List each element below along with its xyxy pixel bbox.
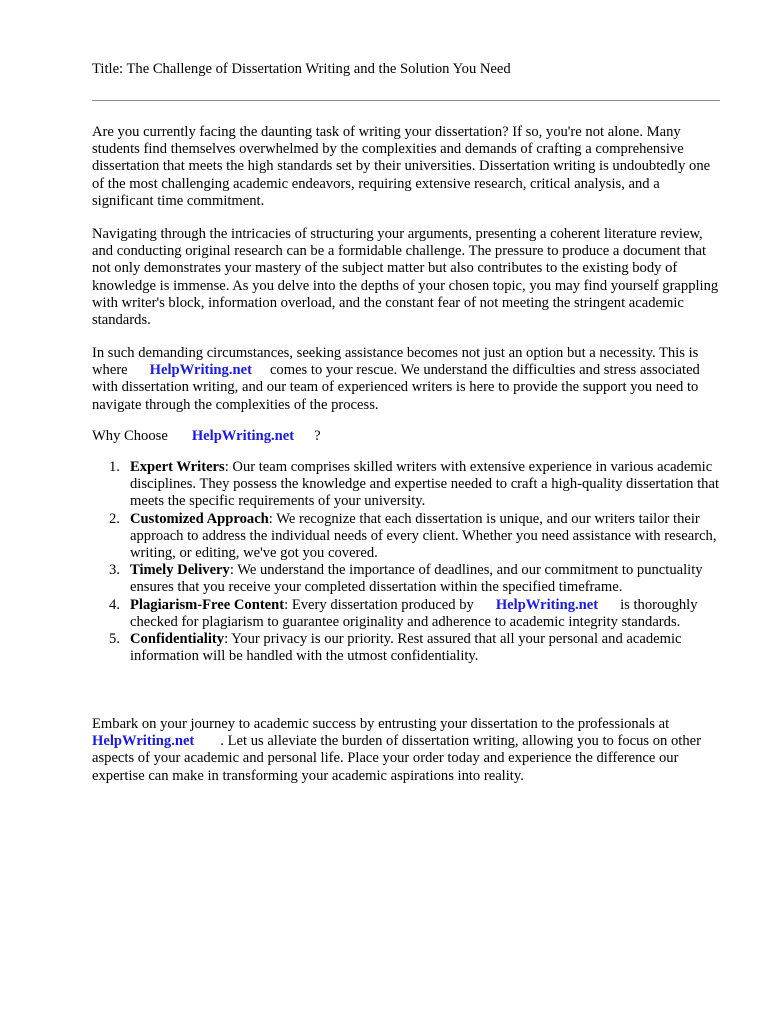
list-item-term: Confidentiality bbox=[130, 631, 225, 648]
list-number: 1. bbox=[109, 459, 120, 475]
helpwriting-link[interactable]: HelpWriting.net bbox=[191, 428, 295, 444]
why-choose-line bbox=[92, 428, 720, 445]
helpwriting-link[interactable]: HelpWriting.net bbox=[495, 596, 599, 613]
list-item-text-before: : Every dissertation produced by bbox=[284, 596, 474, 613]
list-item bbox=[92, 562, 720, 596]
assistance-text-before: In such demanding circumstances, seeking assistance becomes not just an option but a necessity. This is where bbox=[92, 345, 699, 379]
list-item-text-after: is thoroughly checked for plagiarism to guarantee originality and adherence to academic integrity standards. bbox=[130, 596, 698, 630]
assistance-paragraph bbox=[92, 345, 720, 414]
list-item-term: Expert Writers bbox=[130, 459, 225, 475]
list-item-text: : Your privacy is our priority. Rest assured that all your personal and academic information will be handled with the utmost confidentiality. bbox=[130, 631, 682, 665]
closing-text-after: . Let us alleviate the burden of dissertation writing, allowing you to focus on other aspects of your academic and personal life. Place your order today and experience the difference our expertise can make in transforming your academic aspirations into reality. bbox=[92, 733, 701, 784]
list-item-text: : We understand the importance of deadlines, and our commitment to punctuality ensures that you receive your completed dissertation within the specified timeframe. bbox=[130, 562, 703, 596]
list-item-term: Customized Approach bbox=[130, 510, 269, 527]
helpwriting-link[interactable]: HelpWriting.net bbox=[149, 362, 252, 379]
list-item-text: : Our team comprises skilled writers with extensive experience in various academic disciplines. They possess the knowledge and expertise needed to craft a high-quality dissertation that meets the specific requirements of your university. bbox=[130, 459, 720, 510]
challenges-paragraph: Navigating through the intricacies of structuring your arguments, presenting a coherent literature review, and conducting original research can be a formidable challenge. The pressure to produce a document that not only demonstrates your mastery of the subject matter but also contributes to the existing body of knowledge is immense. As you delve into the depths of your chosen topic, you may find yourself grappling with writer's block, information overload, and the constant fear of not meeting the stringent academic standards. bbox=[92, 226, 719, 329]
why-choose-question-mark: ? bbox=[314, 428, 321, 444]
list-item-term: Timely Delivery bbox=[130, 562, 230, 579]
list-item bbox=[92, 459, 720, 511]
horizontal-divider bbox=[92, 100, 720, 101]
assistance-text-after: comes to your rescue. We understand the difficulties and stress associated with dissertation writing, and our team of experienced writers is here to provide the support you need to navigate through the complexities of the process. bbox=[92, 362, 700, 413]
closing-text-before: Embark on your journey to academic success by entrusting your dissertation to the professionals at bbox=[92, 716, 670, 732]
list-number: 4. bbox=[109, 596, 120, 613]
list-number: 2. bbox=[109, 510, 120, 527]
list-item bbox=[92, 631, 720, 665]
helpwriting-link[interactable]: HelpWriting.net bbox=[92, 733, 195, 750]
list-item bbox=[92, 597, 720, 631]
intro-paragraph: Are you currently facing the daunting task of writing your dissertation? If so, you're not alone. Many students find themselves overwhelmed by the complexities and demands of crafting a comprehensive dissertation that meets the high standards set by their universities. Dissertation writing is undoubtedly one of the most challenging academic endeavors, requiring extensive research, critical analysis, and a significant time commitment. bbox=[92, 124, 711, 209]
benefits-list bbox=[92, 459, 720, 665]
list-number: 5. bbox=[109, 631, 120, 648]
document-title: Title: The Challenge of Dissertation Writing and the Solution You Need bbox=[92, 61, 511, 77]
list-item-term: Plagiarism-Free Content bbox=[130, 596, 285, 613]
list-number: 3. bbox=[109, 562, 120, 579]
closing-paragraph bbox=[92, 716, 720, 785]
why-choose-text: Why Choose bbox=[92, 428, 168, 444]
list-item bbox=[92, 511, 720, 563]
list-item-text: : We recognize that each dissertation is unique, and our writers tailor their approach to address the individual needs of every client. Whether you need assistance with research, writing, or editing, we've got you covered. bbox=[130, 510, 717, 562]
